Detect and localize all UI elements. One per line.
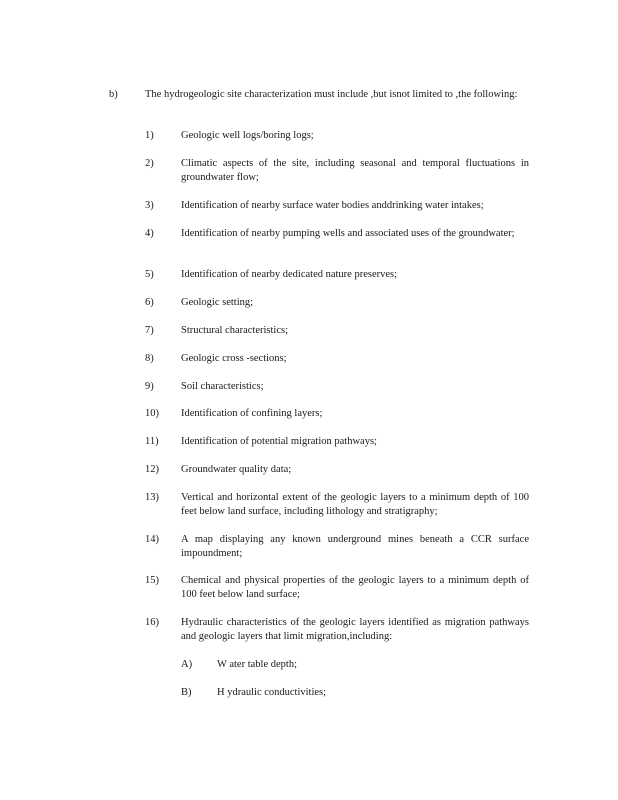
list-item-number: 1)	[145, 130, 154, 141]
list-item-number: 12)	[145, 464, 159, 475]
list-item-number: 13)	[145, 492, 159, 503]
sub-list-item-text: W ater table depth;	[217, 659, 297, 670]
list-item-text: Identification of nearby surface water bodies anddrinking water intakes;	[181, 200, 484, 211]
list-item-number: 10)	[145, 408, 159, 419]
list-item-number: 15)	[145, 575, 159, 586]
list-item-text: Identification of potential migration pathways;	[181, 436, 377, 447]
list-item-text: Vertical and horizontal extent of the geologic layers to a minimum depth of 100 feet below land surface, including lithology and stratigraphy;	[181, 492, 529, 517]
list-item-text: Identification of nearby pumping wells and associated uses of the groundwater;	[181, 228, 515, 239]
list-item-text: Hydraulic characteristics of the geologic layers identified as migration pathways and geologic layers that limit migration,including:	[181, 617, 529, 642]
sub-list-item-letter: B)	[181, 687, 192, 698]
list-item-text: Identification of nearby dedicated nature preserves;	[181, 269, 398, 280]
list-item-text: Geologic cross -sections;	[181, 353, 287, 364]
list-item-text: Groundwater quality data;	[181, 464, 292, 475]
list-item-text: Climatic aspects of the site, including seasonal and temporal fluctuations in groundwater flow;	[181, 158, 529, 183]
section-label: b)	[109, 89, 118, 100]
list-item-number: 11)	[145, 436, 159, 447]
list-item-number: 8)	[145, 353, 154, 364]
list-item-text: Chemical and physical properties of the geologic layers to a minimum depth of 100 feet below land surface;	[181, 575, 529, 600]
list-item-number: 7)	[145, 325, 154, 336]
list-item-number: 3)	[145, 200, 154, 211]
list-item-text: A map displaying any known underground mines beneath a CCR surface impoundment;	[181, 534, 529, 559]
list-item-number: 9)	[145, 381, 154, 392]
list-item-text: Soil characteristics;	[181, 381, 264, 392]
list-item-number: 2)	[145, 158, 154, 169]
list-item-text: Geologic setting;	[181, 297, 254, 308]
sub-list-item-text: H ydraulic conductivities;	[217, 687, 327, 698]
list-item-text: Structural characteristics;	[181, 325, 288, 336]
list-item-number: 16)	[145, 617, 159, 628]
list-item-text: Geologic well logs/boring logs;	[181, 130, 314, 141]
list-item-number: 6)	[145, 297, 154, 308]
list-item-number: 4)	[145, 228, 154, 239]
list-item-text: Identification of confining layers;	[181, 408, 323, 419]
list-item-number: 5)	[145, 269, 154, 280]
section-intro: The hydrogeologic site characterization must include ,but isnot limited to ,the following:	[145, 89, 518, 100]
sub-list-item-letter: A)	[181, 659, 193, 670]
list-item-number: 14)	[145, 534, 159, 545]
